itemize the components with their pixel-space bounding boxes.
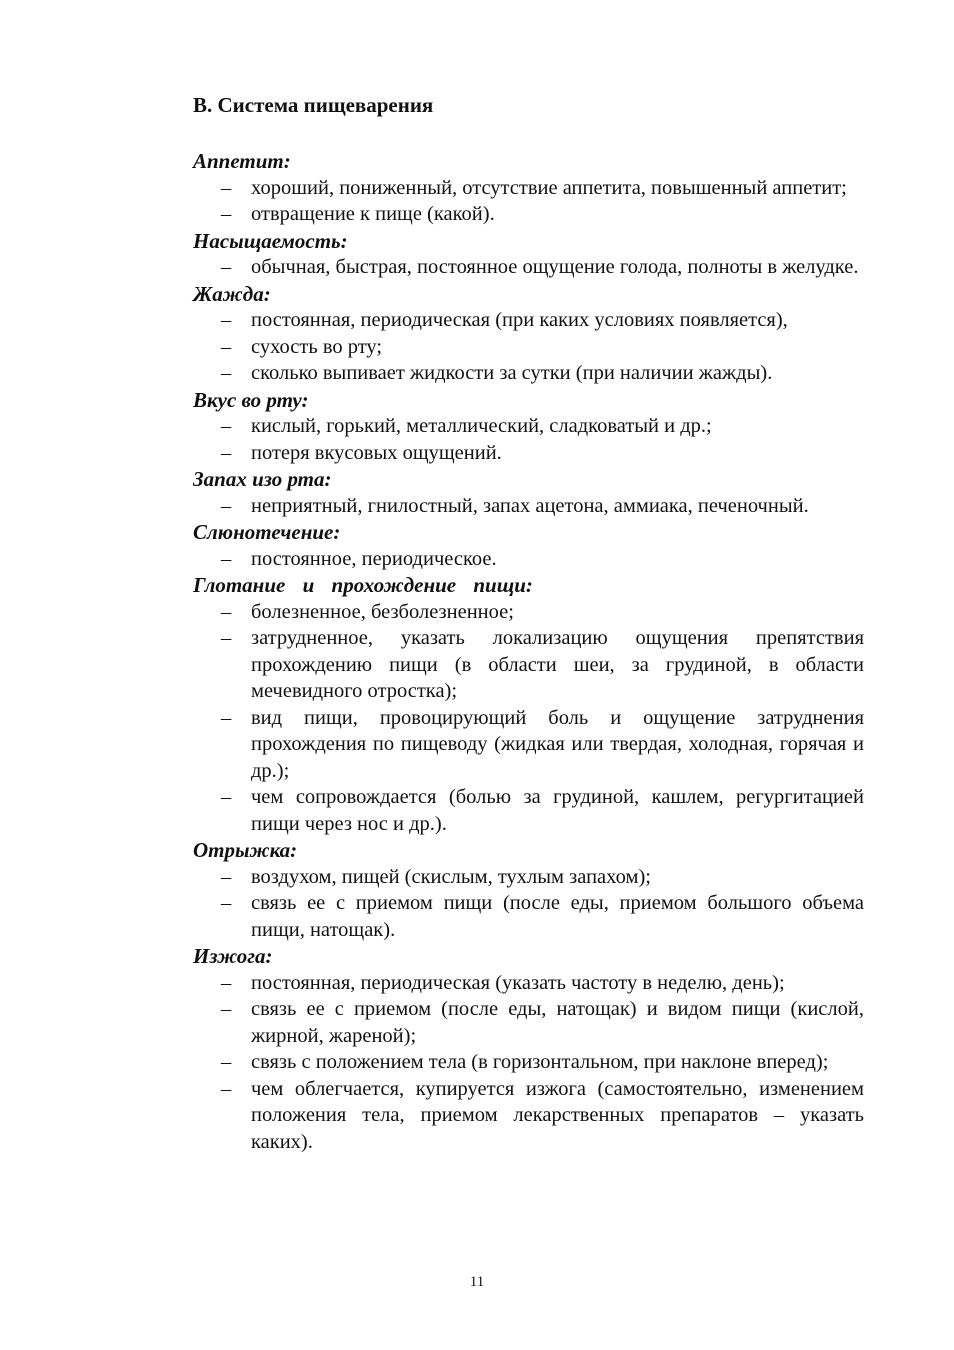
- list-item-text: неприятный, гнилостный, запах ацетона, аммиака, печеночный.: [251, 494, 809, 517]
- list-item: [193, 1076, 864, 1156]
- dash-bullet: –: [221, 415, 232, 437]
- symptom-section-appetite: [193, 148, 864, 228]
- page-number: 11: [469, 1274, 485, 1290]
- dash-bullet: –: [221, 441, 232, 464]
- list-item-text: обычная, быстрая, постоянное ощущение голода, полноты в желудке.: [251, 256, 859, 278]
- list-item-text: отвращение к пище (какой).: [251, 203, 495, 225]
- dash-bullet: –: [221, 1051, 232, 1073]
- dash-bullet: –: [221, 892, 232, 914]
- dash-bullet: –: [221, 335, 232, 358]
- dash-bullet: –: [221, 627, 232, 649]
- list-item-text: сколько выпивает жидкости за сутки (при наличии жажды).: [251, 362, 773, 384]
- dash-bullet: –: [221, 865, 232, 888]
- list-item: [193, 440, 864, 467]
- list-item-text: постоянная, периодическая (при каких условиях появляется),: [251, 309, 788, 331]
- list-item: [193, 1049, 864, 1076]
- dash-bullet: –: [221, 998, 232, 1020]
- dash-bullet: –: [221, 203, 232, 225]
- item-list: [193, 493, 864, 520]
- list-item-text: чем сопровождается (болью за грудиной, кашлем, регургитацией пищи через нос и др.).: [251, 786, 864, 835]
- dash-bullet: –: [221, 309, 232, 331]
- section-heading: Слюнотечение:: [193, 520, 341, 544]
- list-item-text: сухость во рту;: [251, 335, 383, 358]
- list-item-text: хороший, пониженный, отсутствие аппетита, повышенный аппетит;: [251, 176, 847, 199]
- item-list: [193, 413, 864, 466]
- section-heading: Вкус во рту:: [193, 387, 309, 412]
- list-item: [193, 890, 864, 943]
- list-item: [193, 334, 864, 361]
- list-item-text: болезненное, безболезненное;: [251, 600, 514, 623]
- section-heading: Аппетит:: [193, 149, 291, 173]
- dash-bullet: –: [221, 362, 232, 384]
- section-title: В. Система пищеварения: [193, 93, 434, 117]
- list-item: [193, 493, 864, 520]
- item-list: [193, 599, 864, 838]
- section-heading: Отрыжка:: [193, 838, 298, 862]
- symptom-section-satiety: [193, 228, 864, 281]
- document-page: [193, 90, 864, 1155]
- list-item-text: постоянная, периодическая (указать частоту в неделю, день);: [251, 971, 785, 994]
- list-item: [193, 864, 864, 891]
- section-heading: Жажда:: [193, 281, 271, 306]
- dash-bullet: –: [221, 176, 232, 199]
- dash-bullet: –: [221, 1077, 232, 1100]
- symptom-section-salivation: [193, 519, 864, 572]
- item-list: [193, 175, 864, 228]
- item-list: [193, 970, 864, 1156]
- section-heading: Изжога:: [193, 944, 273, 968]
- dash-bullet: –: [221, 971, 232, 994]
- list-item: [193, 175, 864, 202]
- dash-bullet: –: [221, 600, 232, 623]
- list-item: [193, 413, 864, 440]
- dash-bullet: –: [221, 786, 232, 808]
- list-item-text: потеря вкусовых ощущений.: [251, 441, 502, 464]
- list-item: [193, 625, 864, 705]
- section-heading: Запах изо рта:: [193, 467, 332, 491]
- list-item-text: вид пищи, провоцирующий боль и ощущение затруднения прохождения по пищеводу (жидкая или твердая, холодная, горячая и др.);: [251, 706, 864, 782]
- list-item-text: кислый, горький, металлический, сладковатый и др.;: [251, 415, 712, 437]
- list-item: [193, 784, 864, 837]
- symptom-section-heartburn: [193, 943, 864, 1155]
- list-item-text: затрудненное, указать локализацию ощущения препятствия прохождению пищи (в области шеи, за грудиной, в области мечевидного отростка);: [251, 627, 864, 702]
- list-item-text: воздухом, пищей (скислым, тухлым запахом);: [251, 865, 651, 888]
- section-heading: Глотание и прохождение пищи:: [193, 573, 533, 597]
- list-item: [193, 705, 864, 785]
- symptom-section-swallowing: [193, 572, 864, 837]
- dash-bullet: –: [221, 706, 232, 729]
- dash-bullet: –: [221, 547, 232, 570]
- list-item: [193, 254, 864, 281]
- dash-bullet: –: [221, 494, 232, 517]
- item-list: [193, 864, 864, 944]
- list-item: [193, 360, 864, 387]
- dash-bullet: –: [221, 256, 232, 278]
- list-item-text: связь ее с приемом пищи (после еды, приемом большого объема пищи, натощак).: [251, 892, 864, 941]
- list-item-text: связь с положением тела (в горизонтальном, при наклоне вперед);: [251, 1051, 829, 1073]
- list-item-text: постоянное, периодическое.: [251, 547, 497, 570]
- list-item: [193, 599, 864, 626]
- symptom-section-taste: [193, 387, 864, 467]
- item-list: [193, 546, 864, 573]
- symptom-section-thirst: [193, 281, 864, 387]
- list-item-text: связь ее с приемом (после еды, натощак) и видом пищи (кислой, жирной, жареной);: [251, 998, 864, 1047]
- section-heading: Насыщаемость:: [193, 228, 348, 253]
- list-item: [193, 970, 864, 997]
- list-item-text: чем облегчается, купируется изжога (самостоятельно, изменением положения тела, приемом лекарственных препаратов – указать каких).: [251, 1077, 864, 1153]
- list-item: [193, 996, 864, 1049]
- symptom-section-belching: [193, 837, 864, 943]
- item-list: [193, 307, 864, 387]
- list-item: [193, 307, 864, 334]
- list-item: [193, 546, 864, 573]
- symptom-section-breath-odor: [193, 466, 864, 519]
- list-item: [193, 201, 864, 228]
- item-list: [193, 254, 864, 281]
